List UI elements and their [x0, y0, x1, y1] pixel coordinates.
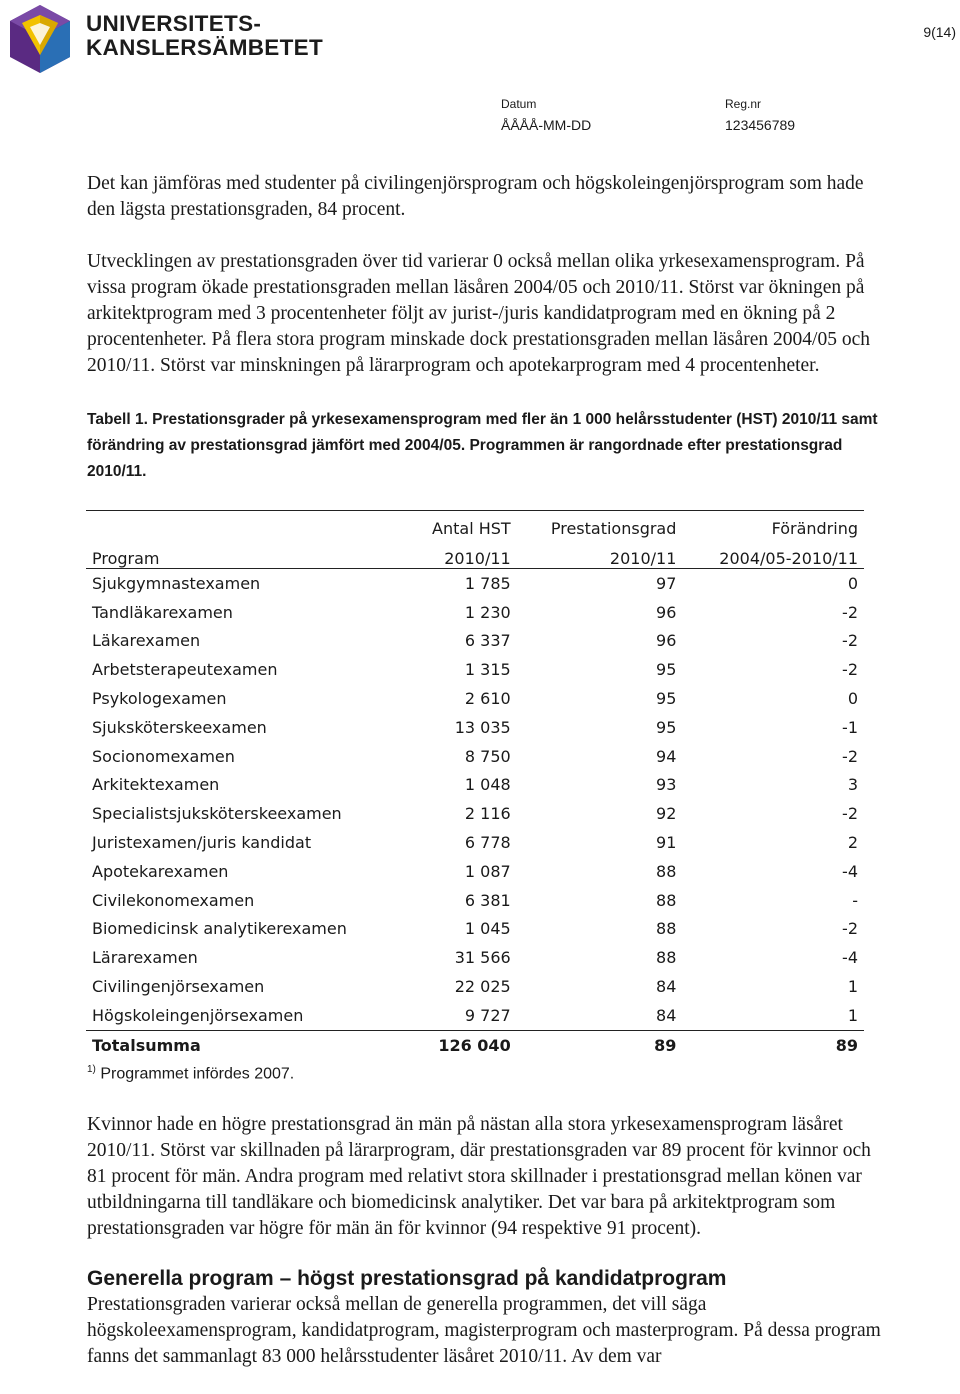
- table-cell: 2 116: [464, 804, 511, 824]
- reg-value: 123456789: [725, 117, 796, 133]
- table-cell: 2: [847, 833, 858, 853]
- table-row: [86, 627, 864, 656]
- table-cell: -2: [842, 660, 858, 680]
- table-row: [86, 943, 864, 972]
- table-cell: 22 025: [454, 977, 511, 997]
- table-cell: 1 087: [464, 861, 511, 881]
- table-row: [86, 972, 864, 1001]
- table-row: [86, 886, 864, 915]
- page-number: 9(14): [923, 24, 956, 40]
- table-cell: 31 566: [454, 948, 511, 968]
- table-cell: 8 750: [464, 746, 511, 766]
- table-cell: 1 315: [464, 660, 511, 680]
- table-cell: 1 785: [464, 573, 511, 593]
- table-cell: Arbetsterapeutexamen: [92, 660, 278, 680]
- table-cell: 1 045: [464, 919, 511, 939]
- table-cell: 2 610: [464, 689, 511, 709]
- header-cell: [86, 511, 408, 539]
- table-cell: 126 040: [408, 1030, 517, 1059]
- table-cell: 9 727: [464, 1005, 511, 1025]
- reg-label: Reg.nr: [725, 97, 762, 111]
- table-row: [86, 713, 864, 742]
- org-name-line1: UNIVERSITETS-: [86, 11, 262, 36]
- table-cell: 6 778: [464, 833, 511, 853]
- table-cell: -4: [842, 861, 858, 881]
- table-cell: 0: [847, 573, 858, 593]
- table-cell: -2: [842, 919, 858, 939]
- table-cell: 89: [682, 1030, 864, 1059]
- table-cell: 96: [656, 602, 677, 622]
- table-row: [86, 655, 864, 684]
- lower-content: [87, 1112, 887, 1370]
- table-cell: 13 035: [454, 717, 511, 737]
- table-cell: Specialistsjuksköterskeexamen: [92, 804, 342, 824]
- table-cell: Totalsumma: [86, 1030, 408, 1059]
- table-cell: -4: [842, 948, 858, 968]
- table-cell: 0: [847, 689, 858, 709]
- table-row: [86, 771, 864, 800]
- org-name: [86, 12, 323, 60]
- table-cell: 95: [656, 689, 677, 709]
- table-cell: 95: [656, 660, 677, 680]
- header-cell: Prestationsgrad: [550, 519, 677, 538]
- table-cell: Tandläkarexamen: [92, 602, 233, 622]
- paragraph-4: Prestationsgraden varierar också mellan de generella programmen, det vill säga högskoleexamensprogram, kandidatprogram, magisterprogram och masterprogram. På dessa program fanns det sammanlagt 83 000 helårsstudenter läsåret 2010/11. Av dem var: [87, 1294, 881, 1367]
- table-cell: -2: [842, 804, 858, 824]
- table-cell: -2: [842, 631, 858, 651]
- table-cell: 88: [656, 861, 677, 881]
- header-cell: 2010/11: [408, 538, 517, 569]
- table-cell: 91: [656, 833, 677, 853]
- table-cell: Arkitektexamen: [92, 775, 220, 795]
- table-cell: 6 381: [464, 890, 511, 910]
- page-content: [87, 171, 887, 485]
- table-row: [86, 684, 864, 713]
- table-cell: 93: [656, 775, 677, 795]
- table-cell: 97: [656, 573, 677, 593]
- paragraph-2: Utvecklingen av prestationsgraden över tid varierar 0 också mellan olika yrkesexamensprogram. På vissa program ökade prestationsgraden mellan läsåren 2004/05 och 2010/11. Störst var ökningen på arkitektprogram med 3 procentenheter följt av jurist-/juris kandidatprogram med en ökning på 2 procentenheter. På flera stora program minskade dock prestationsgraden mellan läsåren 2004/05 och 2010/11. Störst var minskningen på lärarprogram och apotekarprogram med 4 procentenheter.: [87, 251, 870, 376]
- header-cell: 2004/05-2010/11: [682, 538, 864, 569]
- university-logo-icon: [8, 3, 72, 75]
- table-cell: 89: [517, 1030, 683, 1059]
- table-row: [86, 915, 864, 944]
- page-header: [0, 0, 960, 150]
- date-value: ÅÅÅÅ-MM-DD: [501, 117, 592, 133]
- table-cell: 95: [656, 717, 677, 737]
- table-cell: 1 230: [464, 602, 511, 622]
- table-cell: 1 048: [464, 775, 511, 795]
- table-cell: Biomedicinsk analytikerexamen: [92, 919, 347, 939]
- table-cell: Lärarexamen: [92, 948, 198, 968]
- table-cell: 88: [656, 890, 677, 910]
- table-row: [86, 569, 864, 598]
- table-cell: -1: [842, 717, 858, 737]
- table-row: [86, 857, 864, 886]
- table-header-row-bottom: [86, 538, 864, 569]
- table-footnote: [87, 1064, 294, 1083]
- table-cell: Civilekonomexamen: [92, 890, 255, 910]
- date-label: Datum: [501, 97, 537, 111]
- table-cell: -: [852, 890, 858, 910]
- table-row: [86, 1001, 864, 1030]
- header-cell: Antal HST: [432, 519, 511, 538]
- table-cell: 88: [656, 919, 677, 939]
- table-header-row-top: [86, 511, 864, 539]
- table-row: [86, 742, 864, 771]
- table-cell: 1: [847, 977, 858, 997]
- table-row: [86, 828, 864, 857]
- table-cell: 84: [656, 977, 677, 997]
- table-cell: 92: [656, 804, 677, 824]
- table-cell: Psykologexamen: [92, 689, 227, 709]
- table-cell: -2: [842, 602, 858, 622]
- reg-block: [725, 97, 795, 133]
- performance-table: [86, 510, 864, 1060]
- table-cell: 84: [656, 1005, 677, 1025]
- table-row: [86, 598, 864, 627]
- section-heading: Generella program – högst prestationsgrad på kandidatprogram: [87, 1267, 727, 1290]
- footnote-marker: 1): [87, 1064, 96, 1075]
- header-cell: Program: [86, 538, 408, 569]
- table-cell: Juristexamen/juris kandidat: [92, 833, 312, 853]
- table-cell: Sjuksköterskeexamen: [92, 717, 267, 737]
- header-cell: 2010/11: [517, 538, 683, 569]
- table-total-row: [86, 1030, 864, 1059]
- header-cell: Förändring: [771, 519, 858, 538]
- table-cell: Högskoleingenjörsexamen: [92, 1005, 304, 1025]
- paragraph-1: Det kan jämföras med studenter på civilingenjörsprogram och högskoleingenjörsprogram som hade den lägsta prestationsgraden, 84 procent.: [87, 173, 864, 220]
- table-cell: 88: [656, 948, 677, 968]
- table-caption: Tabell 1. Prestationsgrader på yrkesexamensprogram med fler än 1 000 helårsstudenter (HST) 2010/11 samt förändring av prestationsgrad jämfört med 2004/05. Programmen är rangordnade efter prestationsgrad 2010/11.: [87, 411, 878, 480]
- table-cell: 96: [656, 631, 677, 651]
- table-cell: Socionomexamen: [92, 746, 235, 766]
- org-name-line2: KANSLERSÄMBETET: [86, 35, 324, 60]
- table-cell: 6 337: [464, 631, 511, 651]
- footnote-text: Programmet infördes 2007.: [100, 1065, 295, 1083]
- table-cell: Apotekarexamen: [92, 861, 229, 881]
- table-cell: Läkarexamen: [92, 631, 201, 651]
- table-cell: Civilingenjörsexamen: [92, 977, 265, 997]
- date-block: [501, 97, 591, 133]
- paragraph-3: Kvinnor hade en högre prestationsgrad än män på nästan alla stora yrkesexamensprogram läsåret 2010/11. Störst var skillnaden på lärarprogram, där prestationsgraden var 89 procent för kvinnor och 81 procent för män. Andra program med relativt stora skillnader i prestationsgrad mellan könen var utbildningarna till tandläkare och biomedicinsk analytiker. Det var bara på arkitektprogram som prestationsgraden var högre för män än för kvinnor (94 respektive 91 procent).: [87, 1114, 871, 1239]
- table-row: [86, 799, 864, 828]
- table-cell: -2: [842, 746, 858, 766]
- table-cell: 1: [847, 1005, 858, 1025]
- table-cell: 3: [847, 775, 858, 795]
- table-cell: 94: [656, 746, 677, 766]
- table-cell: Sjukgymnastexamen: [92, 573, 261, 593]
